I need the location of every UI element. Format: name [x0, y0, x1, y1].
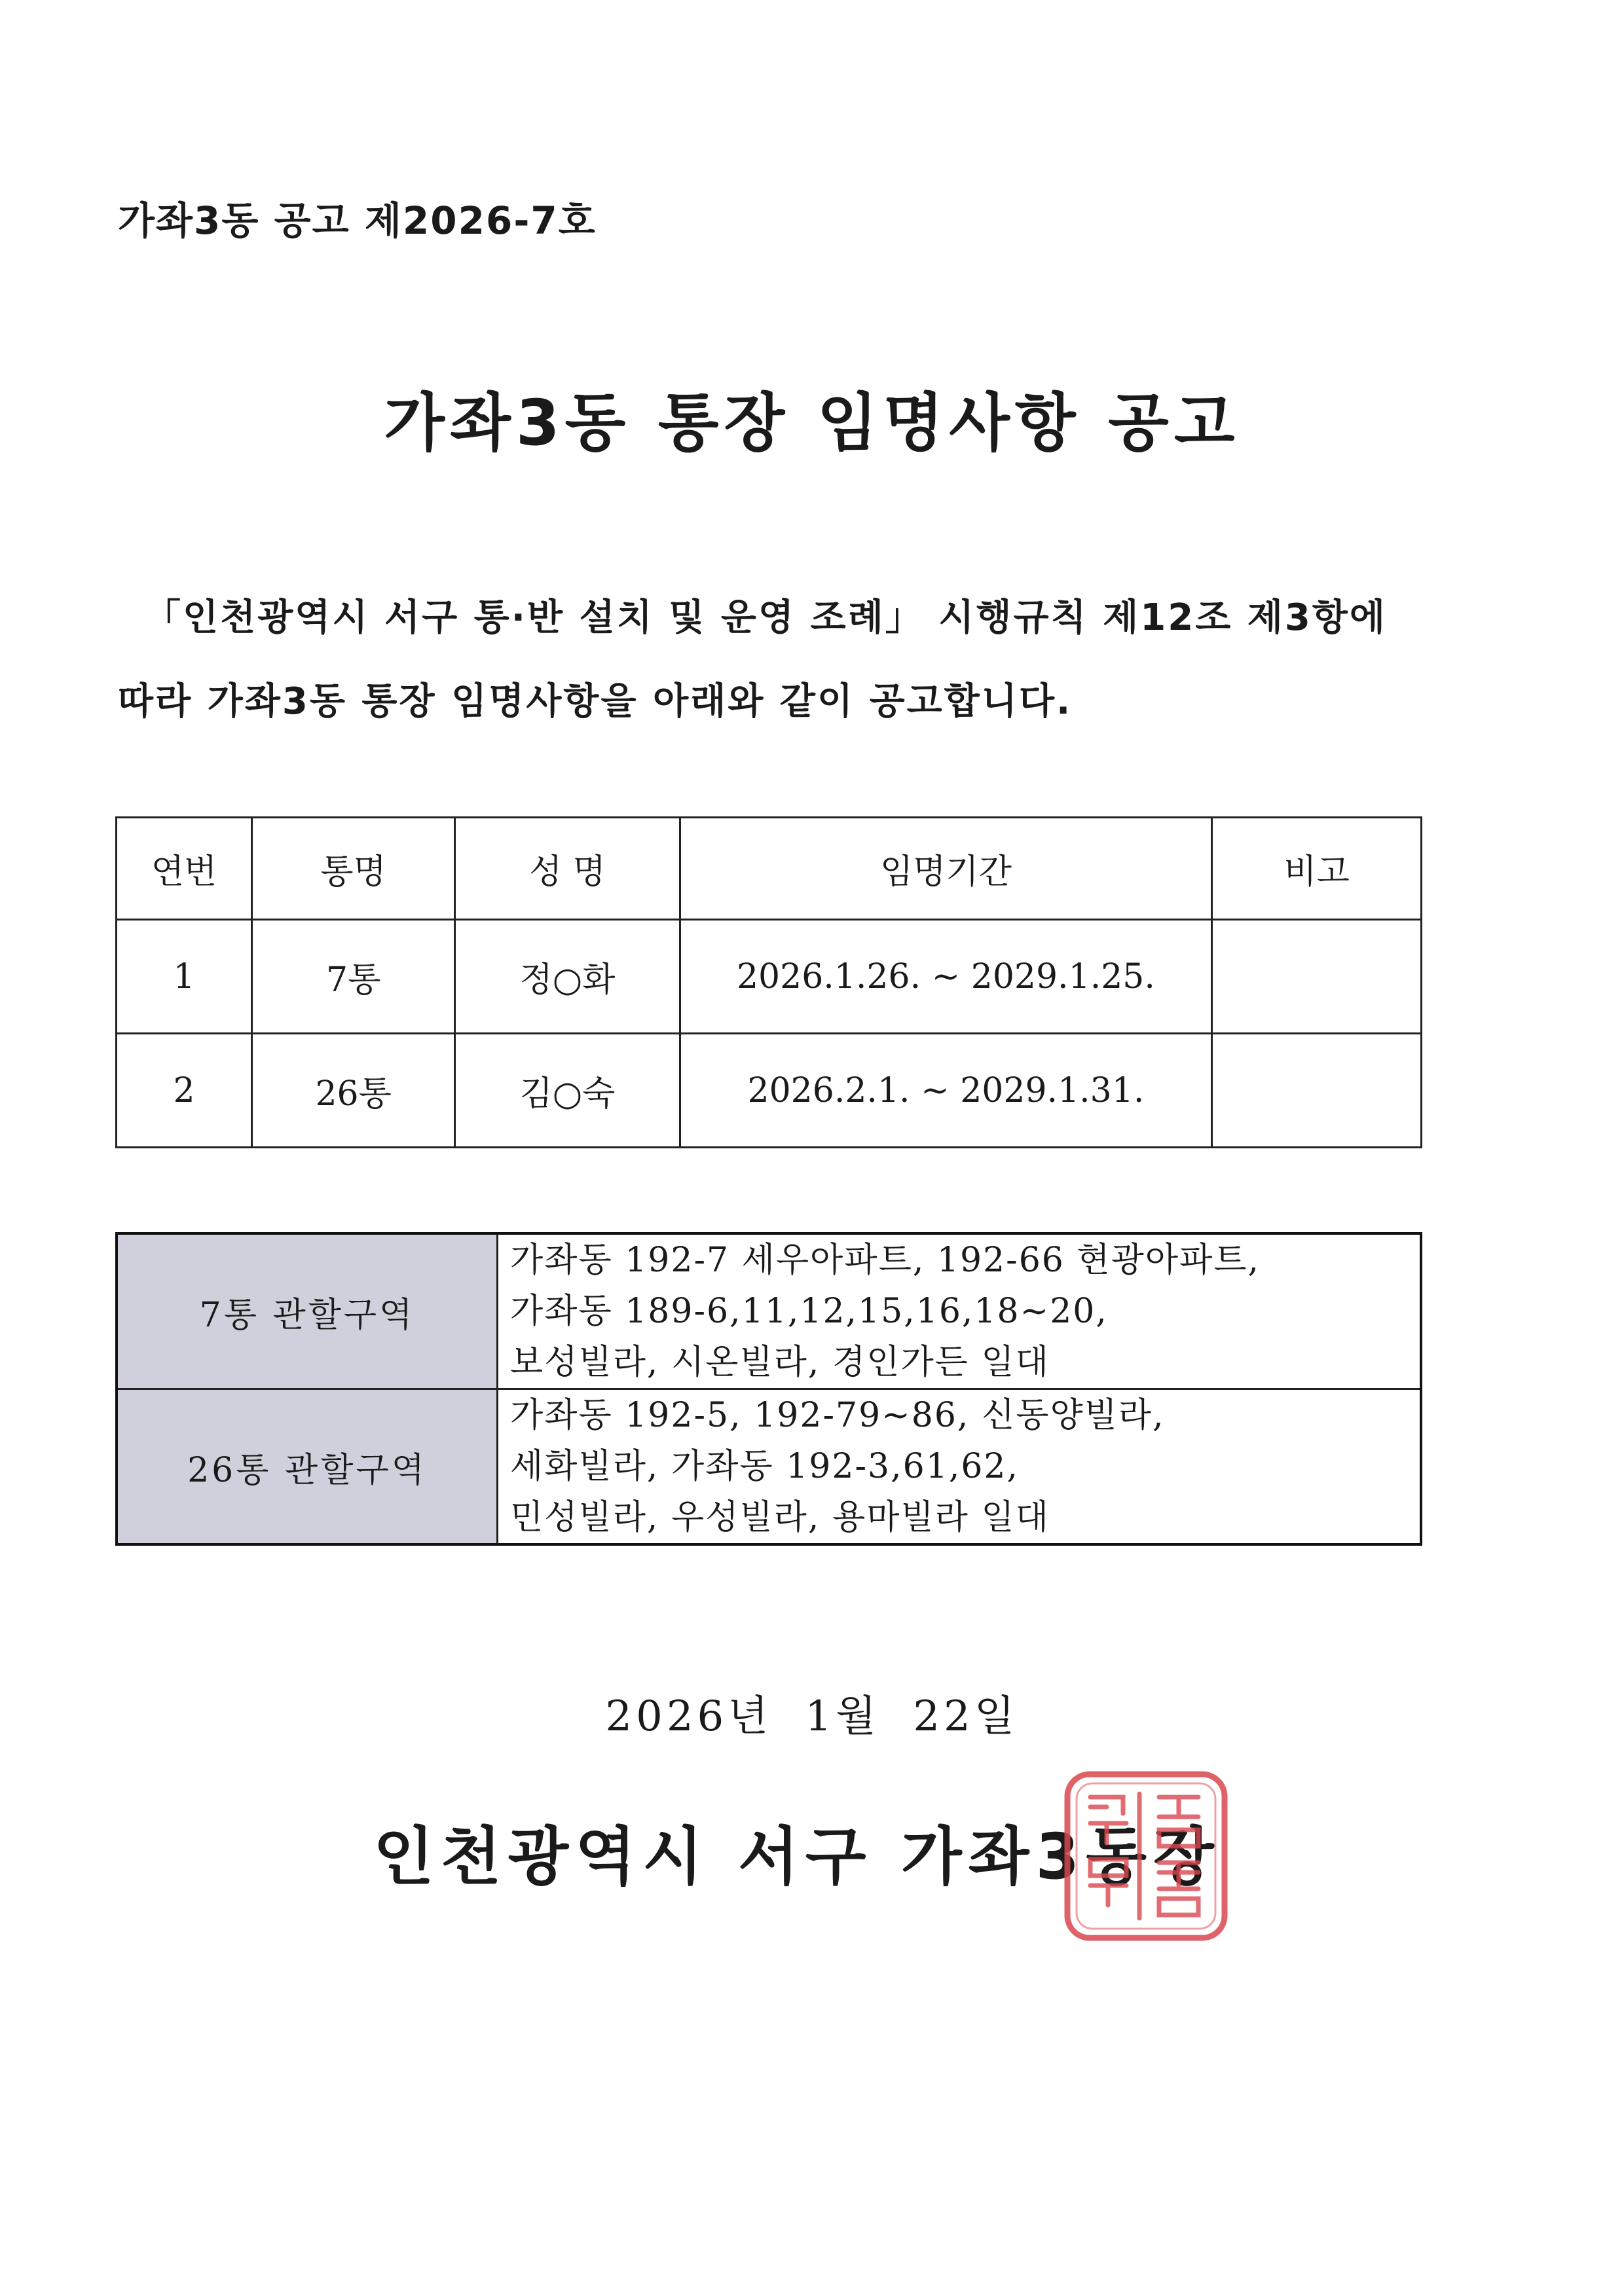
- zone-line: 가좌동 192-5, 192-79~86, 신동양빌라,: [510, 1396, 1165, 1435]
- zone-row: [117, 1233, 1421, 1389]
- jurisdiction-table: [115, 1232, 1422, 1546]
- zone-line: 보성빌라, 시온빌라, 경인가든 일대: [510, 1343, 1050, 1382]
- document-date: 2026년 1월 22일: [605, 1692, 1019, 1741]
- header-term: 임명기간: [680, 818, 1212, 920]
- cell-term: 2026.1.26. ~ 2029.1.25.: [680, 920, 1212, 1034]
- table-header-row: [117, 818, 1422, 920]
- intro-paragraph: [118, 576, 1428, 744]
- header-note: 비고: [1212, 818, 1422, 920]
- document-number: 가좌3동 공고 제2026-7호: [118, 198, 597, 243]
- cell-tong: 26통: [252, 1034, 455, 1148]
- zone-description: [498, 1389, 1422, 1545]
- zone-line: 세화빌라, 가좌동 192-3,61,62,: [510, 1447, 1020, 1486]
- intro-line-1: 「인천광역시 서구 통·반 설치 및 운영 조례」 시행규칙 제12조 제3항에: [144, 596, 1388, 639]
- table-row: [117, 920, 1422, 1034]
- zone-line: 가좌동 189-6,11,12,15,16,18~20,: [510, 1292, 1108, 1331]
- official-seal-icon: [1061, 1768, 1231, 1944]
- cell-name: 김○숙: [455, 1034, 680, 1148]
- header-no: 연번: [117, 818, 252, 920]
- zone-line: 민성빌라, 우성빌라, 용마빌라 일대: [510, 1498, 1050, 1537]
- appointment-table: [115, 816, 1422, 1148]
- cell-note: [1212, 1034, 1422, 1148]
- cell-no: 1: [117, 920, 252, 1034]
- cell-note: [1212, 920, 1422, 1034]
- table-row: [117, 1034, 1422, 1148]
- zone-line: 가좌동 192-7 세우아파트, 192-66 현광아파트,: [510, 1241, 1261, 1280]
- cell-name: 정○화: [455, 920, 680, 1034]
- intro-line-2: 따라 가좌3동 통장 임명사항을 아래와 같이 공고합니다.: [118, 680, 1073, 723]
- zone-label: 7통 관할구역: [117, 1233, 498, 1389]
- document-title: 가좌3동 통장 임명사항 공고: [384, 386, 1240, 460]
- zone-row: [117, 1389, 1421, 1545]
- zone-description: [498, 1233, 1422, 1389]
- cell-tong: 7통: [252, 920, 455, 1034]
- header-name: 성 명: [455, 818, 680, 920]
- zone-label: 26통 관할구역: [117, 1389, 498, 1545]
- header-tong: 통명: [252, 818, 455, 920]
- cell-no: 2: [117, 1034, 252, 1148]
- cell-term: 2026.2.1. ~ 2029.1.31.: [680, 1034, 1212, 1148]
- issuer-name: 인천광역시 서구 가좌3동장: [373, 1820, 1221, 1893]
